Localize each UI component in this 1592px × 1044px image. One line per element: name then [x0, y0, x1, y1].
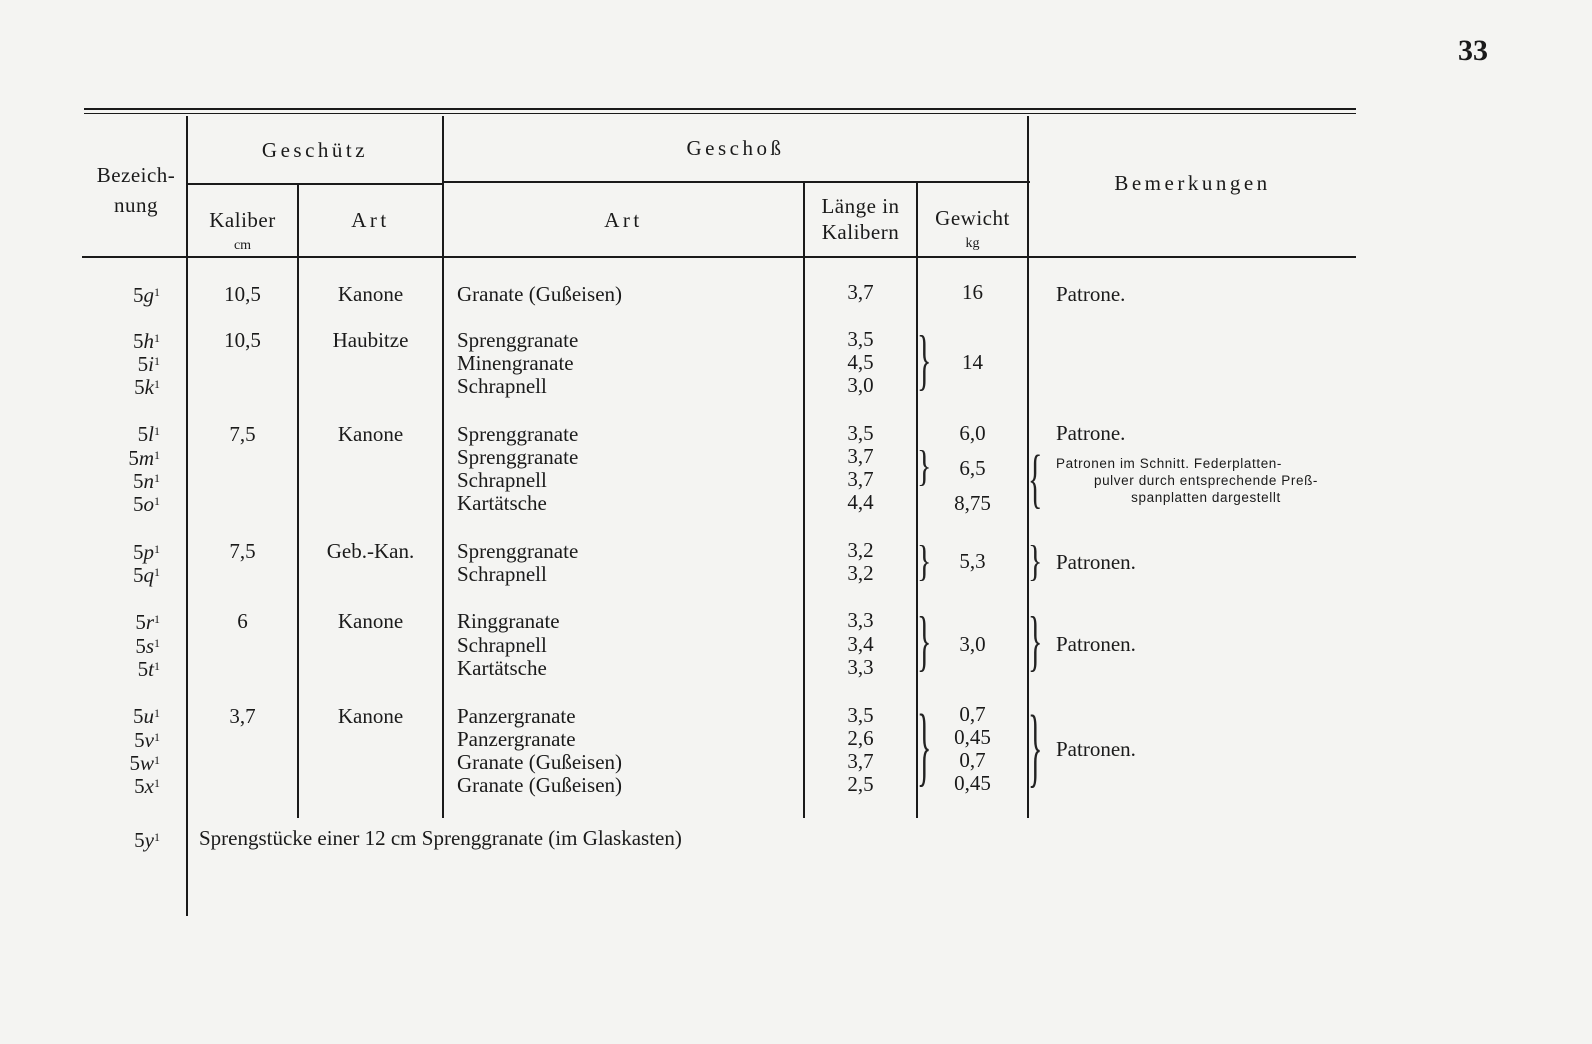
weight-cell: 6,0 — [959, 421, 986, 445]
length-cell: 4,5 — [847, 350, 874, 374]
row-id: $5u^1$ — [133, 704, 160, 728]
row-id: $5g^1$ — [133, 283, 160, 307]
projectile-cell: Minengranate — [457, 351, 574, 375]
remark-note-line: pulver durch entsprechende Preß- — [1093, 473, 1319, 488]
kaliber-cell: 7,5 — [229, 539, 256, 563]
header-kaliber-unit: cm — [233, 238, 252, 253]
row-id: $5r^1$ — [135, 610, 160, 634]
header-laenge-1: Länge in — [821, 194, 900, 218]
weight-cell: 5,3 — [959, 549, 986, 573]
final-row-text: Sprengstücke einer 12 cm Sprenggranate (im Glaskasten) — [199, 826, 682, 850]
projectile-cell: Schrapnell — [457, 562, 547, 586]
row-id: $5h^1$ — [133, 329, 160, 353]
col-divider-bezeichnung — [186, 116, 188, 916]
row-id: $5v^1$ — [134, 728, 160, 752]
page-number: 33 — [1458, 34, 1488, 67]
weight-cell: 6,5 — [959, 456, 986, 480]
projectile-cell: Schrapnell — [457, 374, 547, 398]
right-brace-icon: } — [1028, 699, 1043, 797]
projectile-cell: Granate (Gußeisen) — [457, 773, 623, 797]
projectile-cell: Kartätsche — [457, 491, 547, 515]
row-id: $5k^1$ — [134, 375, 160, 399]
length-cell: 3,7 — [847, 444, 874, 468]
weight-cell: 0,45 — [954, 771, 991, 795]
header-gewicht-unit: kg — [965, 236, 980, 251]
projectile-cell: Sprenggranate — [457, 422, 579, 446]
geschuetz-art-cell: Geb.-Kan. — [326, 539, 415, 563]
length-cell: 2,5 — [847, 772, 874, 796]
length-cell: 3,4 — [847, 632, 874, 656]
length-cell: 3,3 — [847, 608, 874, 632]
row-id: $5o^1$ — [133, 492, 160, 516]
row-id: $5s^1$ — [135, 634, 160, 658]
projectile-cell: Schrapnell — [457, 468, 547, 492]
right-brace-icon: } — [1028, 537, 1043, 585]
geschuetz-art-cell: Kanone — [337, 704, 404, 728]
projectile-cell: Sprenggranate — [457, 539, 579, 563]
top-rule — [84, 108, 1356, 110]
remark-cell: Patrone. — [1056, 282, 1126, 306]
weight-cell: 0,7 — [959, 748, 986, 772]
length-cell: 3,5 — [847, 703, 874, 727]
length-cell: 3,3 — [847, 655, 874, 679]
remark-note-line: Patronen im Schnitt. Federplatten- — [1056, 456, 1283, 471]
geschuetz-art-cell: Kanone — [337, 609, 404, 633]
length-cell: 3,5 — [847, 421, 874, 445]
right-brace-icon: } — [917, 323, 932, 398]
weight-cell: 0,45 — [954, 725, 991, 749]
row-id: $5i^1$ — [137, 352, 160, 376]
header-gewicht: Gewicht — [935, 206, 1010, 230]
kaliber-cell: 10,5 — [224, 328, 261, 352]
projectile-cell: Granate (Gußeisen) — [457, 282, 623, 306]
projectile-cell: Sprenggranate — [457, 328, 579, 352]
length-cell: 3,2 — [847, 538, 874, 562]
remark-cell: Patronen. — [1056, 632, 1136, 656]
remark-cell: Patronen. — [1056, 550, 1136, 574]
length-cell: 3,7 — [847, 749, 874, 773]
projectile-cell: Sprenggranate — [457, 445, 579, 469]
row-id: $5t^1$ — [137, 657, 160, 681]
header-geschoss: Geschoß — [686, 136, 785, 160]
row-id: $5p^1$ — [133, 540, 160, 564]
geschuetz-art-cell: Kanone — [337, 282, 404, 306]
geschuetz-subrule — [188, 183, 444, 185]
weight-cell: 16 — [962, 280, 983, 304]
kaliber-cell: 6 — [237, 609, 248, 633]
row-id: $5l^1$ — [137, 422, 160, 446]
row-id: $5n^1$ — [133, 469, 160, 493]
header-bezeichnung-1: Bezeich- — [96, 163, 176, 187]
right-brace-icon: } — [917, 442, 932, 490]
row-id: $5q^1$ — [133, 563, 160, 587]
projectile-cell: Granate (Gußeisen) — [457, 750, 623, 774]
row-id: $5x^1$ — [134, 774, 160, 798]
length-cell: 4,4 — [847, 490, 874, 514]
remark-cell: Patrone. — [1056, 421, 1126, 445]
length-cell: 3,0 — [847, 373, 874, 397]
header-geschoss-art: Art — [604, 208, 643, 232]
header-geschuetz-art: Art — [351, 208, 390, 232]
left-brace-icon: { — [1028, 442, 1043, 516]
geschoss-subrule — [444, 181, 1030, 183]
geschuetz-art-cell: Haubitze — [332, 328, 409, 352]
right-brace-icon: } — [917, 698, 932, 796]
row-id: $5m^1$ — [128, 446, 160, 470]
remark-cell: Patronen. — [1056, 737, 1136, 761]
row-id: $5y^1$ — [134, 828, 160, 852]
row-id: $5w^1$ — [129, 751, 160, 775]
kaliber-cell: 10,5 — [224, 282, 261, 306]
geschuetz-art-cell: Kanone — [337, 422, 404, 446]
header-laenge-2: Kalibern — [821, 220, 900, 244]
length-cell: 3,2 — [847, 561, 874, 585]
right-brace-icon: } — [917, 604, 932, 679]
length-cell: 2,6 — [847, 726, 874, 750]
projectile-cell: Kartätsche — [457, 656, 547, 680]
kaliber-cell: 3,7 — [229, 704, 256, 728]
header-bemerkungen: Bemerkungen — [1114, 171, 1271, 195]
length-cell: 3,7 — [847, 467, 874, 491]
length-cell: 3,5 — [847, 327, 874, 351]
weight-cell: 3,0 — [959, 632, 986, 656]
weight-cell: 14 — [962, 350, 983, 374]
header-bezeichnung-2: nung — [114, 193, 158, 217]
right-brace-icon: } — [917, 537, 932, 585]
remark-note-line: spanplatten dargestellt — [1131, 490, 1281, 505]
header-geschuetz: Geschütz — [261, 138, 369, 162]
projectile-cell: Ringgranate — [457, 609, 560, 633]
projectile-cell: Panzergranate — [457, 704, 576, 728]
kaliber-cell: 7,5 — [229, 422, 256, 446]
length-cell: 3,7 — [847, 280, 874, 304]
header-kaliber: Kaliber — [209, 208, 276, 232]
weight-cell: 8,75 — [954, 491, 991, 515]
projectile-cell: Schrapnell — [457, 633, 547, 657]
projectile-cell: Panzergranate — [457, 727, 576, 751]
header-bottom-rule — [82, 256, 1356, 258]
weight-cell: 0,7 — [959, 702, 986, 726]
top-rule-thin — [84, 113, 1356, 114]
right-brace-icon: } — [1028, 604, 1043, 679]
